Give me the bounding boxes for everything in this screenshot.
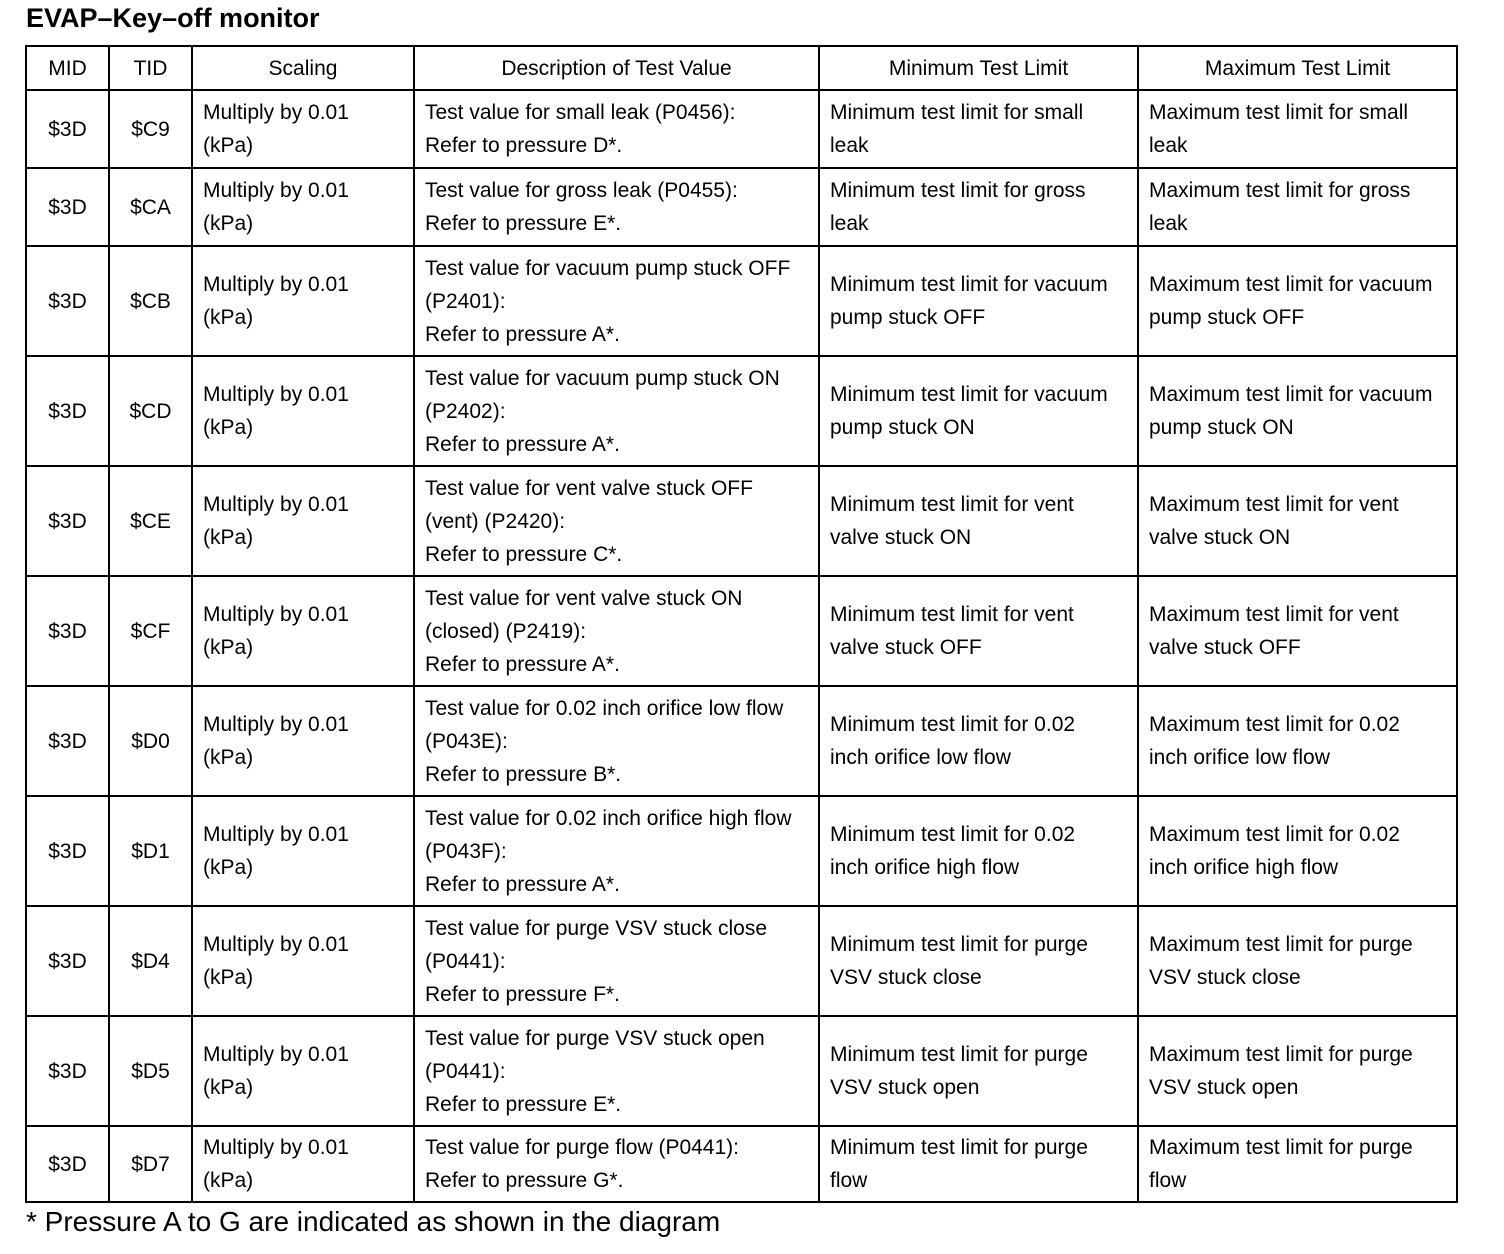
description-cell-line: Refer to pressure C*. xyxy=(425,542,623,566)
min-limit-cell-line: pump stuck OFF xyxy=(830,306,986,329)
description-cell-line: (P0441): xyxy=(425,1059,506,1083)
description-cell xyxy=(414,576,819,686)
scaling-cell-line: (kPa) xyxy=(203,212,254,235)
scaling-cell-line: (kPa) xyxy=(203,636,254,659)
max-limit-cell-line: Maximum test limit for 0.02 xyxy=(1149,823,1400,846)
tid-cell: $CB xyxy=(109,246,192,356)
description-cell-line: (P2402): xyxy=(425,399,506,423)
max-limit-cell xyxy=(1138,686,1457,796)
table-row xyxy=(26,1016,1457,1126)
scaling-cell-line: (kPa) xyxy=(203,856,254,879)
max-limit-cell xyxy=(1138,90,1457,168)
description-cell xyxy=(414,466,819,576)
tid-cell: $D0 xyxy=(109,686,192,796)
description-cell xyxy=(414,90,819,168)
max-limit-cell-line: Maximum test limit for purge xyxy=(1149,1136,1413,1159)
max-limit-cell-line: Maximum test limit for vent xyxy=(1149,603,1399,626)
table-header-row xyxy=(26,46,1457,90)
min-limit-cell xyxy=(819,796,1138,906)
min-limit-cell-line: leak xyxy=(830,212,869,235)
description-cell-line: Test value for purge VSV stuck open xyxy=(425,1026,765,1050)
column-header-max-limit: Maximum Test Limit xyxy=(1138,46,1457,90)
max-limit-cell xyxy=(1138,906,1457,1016)
table-row xyxy=(26,686,1457,796)
tid-cell: $CF xyxy=(109,576,192,686)
scaling-cell-line: (kPa) xyxy=(203,134,254,157)
description-cell-line: (P0441): xyxy=(425,949,506,973)
scaling-cell xyxy=(192,1126,414,1202)
scaling-cell xyxy=(192,576,414,686)
min-limit-cell-line: Minimum test limit for 0.02 xyxy=(830,713,1076,736)
description-cell-line: (P043E): xyxy=(425,729,508,753)
scaling-cell-line: Multiply by 0.01 xyxy=(203,713,349,736)
description-cell xyxy=(414,246,819,356)
scaling-cell-line: (kPa) xyxy=(203,746,254,769)
description-cell-line: Refer to pressure G*. xyxy=(425,1169,624,1192)
max-limit-cell-line: flow xyxy=(1149,1169,1187,1192)
max-limit-cell-line: VSV stuck open xyxy=(1149,1076,1299,1099)
scaling-cell-line: Multiply by 0.01 xyxy=(203,493,349,516)
footnote: * Pressure A to G are indicated as shown in the diagram xyxy=(26,1206,721,1237)
min-limit-cell xyxy=(819,356,1138,466)
description-cell-line: Refer to pressure D*. xyxy=(425,134,623,157)
column-header-min-limit: Minimum Test Limit xyxy=(819,46,1138,90)
description-cell xyxy=(414,1016,819,1126)
min-limit-cell xyxy=(819,466,1138,576)
description-cell-line: Test value for vent valve stuck OFF xyxy=(425,476,753,500)
column-header-scaling: Scaling xyxy=(192,46,414,90)
max-limit-cell-line: Maximum test limit for gross xyxy=(1149,179,1411,202)
min-limit-cell-line: VSV stuck close xyxy=(830,966,982,989)
max-limit-cell-line: Maximum test limit for 0.02 xyxy=(1149,713,1400,736)
scaling-cell xyxy=(192,796,414,906)
max-limit-cell-line: valve stuck ON xyxy=(1149,526,1291,549)
description-cell-line: (closed) (P2419): xyxy=(425,619,587,643)
description-cell-line: Test value for purge flow (P0441): xyxy=(425,1136,739,1159)
tid-cell: $CD xyxy=(109,356,192,466)
min-limit-cell-line: pump stuck ON xyxy=(830,416,975,439)
column-header-mid: MID xyxy=(26,46,109,90)
description-cell-line: Test value for gross leak (P0455): xyxy=(425,179,738,202)
min-limit-cell-line: flow xyxy=(830,1169,868,1192)
max-limit-cell xyxy=(1138,796,1457,906)
scaling-cell-line: Multiply by 0.01 xyxy=(203,383,349,406)
tid-cell: $CA xyxy=(109,168,192,246)
description-cell-line: Refer to pressure A*. xyxy=(425,322,620,346)
scaling-cell-line: Multiply by 0.01 xyxy=(203,823,349,846)
mid-cell: $3D xyxy=(26,686,109,796)
description-cell-line: Test value for vacuum pump stuck OFF xyxy=(425,256,791,280)
mid-cell: $3D xyxy=(26,246,109,356)
description-cell-line: Refer to pressure E*. xyxy=(425,1092,622,1116)
scaling-cell-line: Multiply by 0.01 xyxy=(203,933,349,956)
table-row xyxy=(26,356,1457,466)
max-limit-cell xyxy=(1138,168,1457,246)
scaling-cell-line: Multiply by 0.01 xyxy=(203,1136,349,1159)
page-title: EVAP–Key–off monitor xyxy=(26,3,320,33)
description-cell-line: Refer to pressure B*. xyxy=(425,762,622,786)
table-row xyxy=(26,906,1457,1016)
max-limit-cell xyxy=(1138,466,1457,576)
scaling-cell-line: (kPa) xyxy=(203,416,254,439)
mid-cell: $3D xyxy=(26,1126,109,1202)
min-limit-cell-line: valve stuck OFF xyxy=(830,636,982,659)
min-limit-cell xyxy=(819,686,1138,796)
description-cell-line: Test value for small leak (P0456): xyxy=(425,101,736,124)
description-cell-line: Test value for vent valve stuck ON xyxy=(425,586,743,610)
max-limit-cell-line: valve stuck OFF xyxy=(1149,636,1301,659)
description-cell-line: Refer to pressure A*. xyxy=(425,432,620,456)
description-cell xyxy=(414,1126,819,1202)
tid-cell: $D4 xyxy=(109,906,192,1016)
scaling-cell-line: Multiply by 0.01 xyxy=(203,179,349,202)
table-body xyxy=(26,90,1457,1202)
scaling-cell-line: (kPa) xyxy=(203,526,254,549)
description-cell-line: Refer to pressure F*. xyxy=(425,982,620,1006)
min-limit-cell-line: Minimum test limit for purge xyxy=(830,933,1088,956)
min-limit-cell xyxy=(819,1126,1138,1202)
column-header-description: Description of Test Value xyxy=(414,46,819,90)
mid-cell: $3D xyxy=(26,356,109,466)
scaling-cell-line: Multiply by 0.01 xyxy=(203,101,349,124)
mid-cell: $3D xyxy=(26,168,109,246)
tid-cell: $D5 xyxy=(109,1016,192,1126)
description-cell-line: Test value for 0.02 inch orifice low flow xyxy=(425,696,784,720)
min-limit-cell xyxy=(819,1016,1138,1126)
tid-cell: $D7 xyxy=(109,1126,192,1202)
max-limit-cell xyxy=(1138,1126,1457,1202)
mid-cell: $3D xyxy=(26,796,109,906)
max-limit-cell-line: Maximum test limit for vacuum xyxy=(1149,273,1433,296)
max-limit-cell-line: Maximum test limit for purge xyxy=(1149,1043,1413,1066)
min-limit-cell xyxy=(819,576,1138,686)
description-cell-line: (vent) (P2420): xyxy=(425,509,566,533)
description-cell xyxy=(414,686,819,796)
max-limit-cell-line: leak xyxy=(1149,212,1188,235)
min-limit-cell-line: VSV stuck open xyxy=(830,1076,980,1099)
min-limit-cell-line: Minimum test limit for gross xyxy=(830,179,1086,202)
description-cell-line: Test value for purge VSV stuck close xyxy=(425,916,767,940)
min-limit-cell-line: Minimum test limit for vacuum xyxy=(830,273,1108,296)
max-limit-cell-line: inch orifice high flow xyxy=(1149,856,1339,879)
table-row xyxy=(26,90,1457,168)
scaling-cell xyxy=(192,686,414,796)
description-cell-line: (P043F): xyxy=(425,839,507,863)
scaling-cell-line: (kPa) xyxy=(203,306,254,329)
description-cell xyxy=(414,796,819,906)
max-limit-cell xyxy=(1138,246,1457,356)
test-value-table xyxy=(25,45,1458,1203)
min-limit-cell-line: Minimum test limit for purge xyxy=(830,1043,1088,1066)
max-limit-cell-line: VSV stuck close xyxy=(1149,966,1301,989)
column-header-tid: TID xyxy=(109,46,192,90)
mid-cell: $3D xyxy=(26,90,109,168)
scaling-cell xyxy=(192,466,414,576)
min-limit-cell xyxy=(819,246,1138,356)
table-row xyxy=(26,246,1457,356)
min-limit-cell-line: inch orifice high flow xyxy=(830,856,1020,879)
mid-cell: $3D xyxy=(26,466,109,576)
min-limit-cell-line: Minimum test limit for 0.02 xyxy=(830,823,1076,846)
max-limit-cell-line: Maximum test limit for vent xyxy=(1149,493,1399,516)
max-limit-cell-line: pump stuck ON xyxy=(1149,416,1294,439)
max-limit-cell-line: pump stuck OFF xyxy=(1149,306,1305,329)
table-row xyxy=(26,168,1457,246)
description-cell-line: (P2401): xyxy=(425,289,506,313)
description-cell-line: Test value for vacuum pump stuck ON xyxy=(425,366,780,390)
description-cell xyxy=(414,168,819,246)
tid-cell: $D1 xyxy=(109,796,192,906)
min-limit-cell-line: Minimum test limit for vent xyxy=(830,603,1074,626)
table-row xyxy=(26,796,1457,906)
description-cell xyxy=(414,906,819,1016)
scaling-cell xyxy=(192,168,414,246)
max-limit-cell-line: leak xyxy=(1149,134,1188,157)
table-row xyxy=(26,576,1457,686)
max-limit-cell-line: Maximum test limit for small xyxy=(1149,101,1409,124)
scaling-cell-line: Multiply by 0.01 xyxy=(203,1043,349,1066)
scaling-cell-line: Multiply by 0.01 xyxy=(203,603,349,626)
min-limit-cell-line: Minimum test limit for vent xyxy=(830,493,1074,516)
min-limit-cell xyxy=(819,90,1138,168)
max-limit-cell xyxy=(1138,356,1457,466)
description-cell xyxy=(414,356,819,466)
scaling-cell xyxy=(192,906,414,1016)
max-limit-cell-line: inch orifice low flow xyxy=(1149,746,1330,769)
table-row xyxy=(26,466,1457,576)
scaling-cell xyxy=(192,1016,414,1126)
scaling-cell xyxy=(192,90,414,168)
scaling-cell-line: (kPa) xyxy=(203,966,254,989)
max-limit-cell xyxy=(1138,1016,1457,1126)
description-cell-line: Refer to pressure E*. xyxy=(425,212,622,235)
max-limit-cell-line: Maximum test limit for vacuum xyxy=(1149,383,1433,406)
mid-cell: $3D xyxy=(26,1016,109,1126)
min-limit-cell-line: leak xyxy=(830,134,869,157)
scaling-cell-line: (kPa) xyxy=(203,1076,254,1099)
max-limit-cell xyxy=(1138,576,1457,686)
min-limit-cell-line: Minimum test limit for purge xyxy=(830,1136,1088,1159)
tid-cell: $C9 xyxy=(109,90,192,168)
min-limit-cell xyxy=(819,906,1138,1016)
min-limit-cell-line: Minimum test limit for small xyxy=(830,101,1084,124)
min-limit-cell-line: inch orifice low flow xyxy=(830,746,1011,769)
scaling-cell xyxy=(192,246,414,356)
min-limit-cell-line: Minimum test limit for vacuum xyxy=(830,383,1108,406)
max-limit-cell-line: Maximum test limit for purge xyxy=(1149,933,1413,956)
scaling-cell-line: Multiply by 0.01 xyxy=(203,273,349,296)
mid-cell: $3D xyxy=(26,906,109,1016)
table-row xyxy=(26,1126,1457,1202)
min-limit-cell xyxy=(819,168,1138,246)
min-limit-cell-line: valve stuck ON xyxy=(830,526,972,549)
description-cell-line: Refer to pressure A*. xyxy=(425,872,620,896)
scaling-cell xyxy=(192,356,414,466)
description-cell-line: Test value for 0.02 inch orifice high flow xyxy=(425,806,792,830)
tid-cell: $CE xyxy=(109,466,192,576)
description-cell-line: Refer to pressure A*. xyxy=(425,652,620,676)
scaling-cell-line: (kPa) xyxy=(203,1169,254,1192)
mid-cell: $3D xyxy=(26,576,109,686)
